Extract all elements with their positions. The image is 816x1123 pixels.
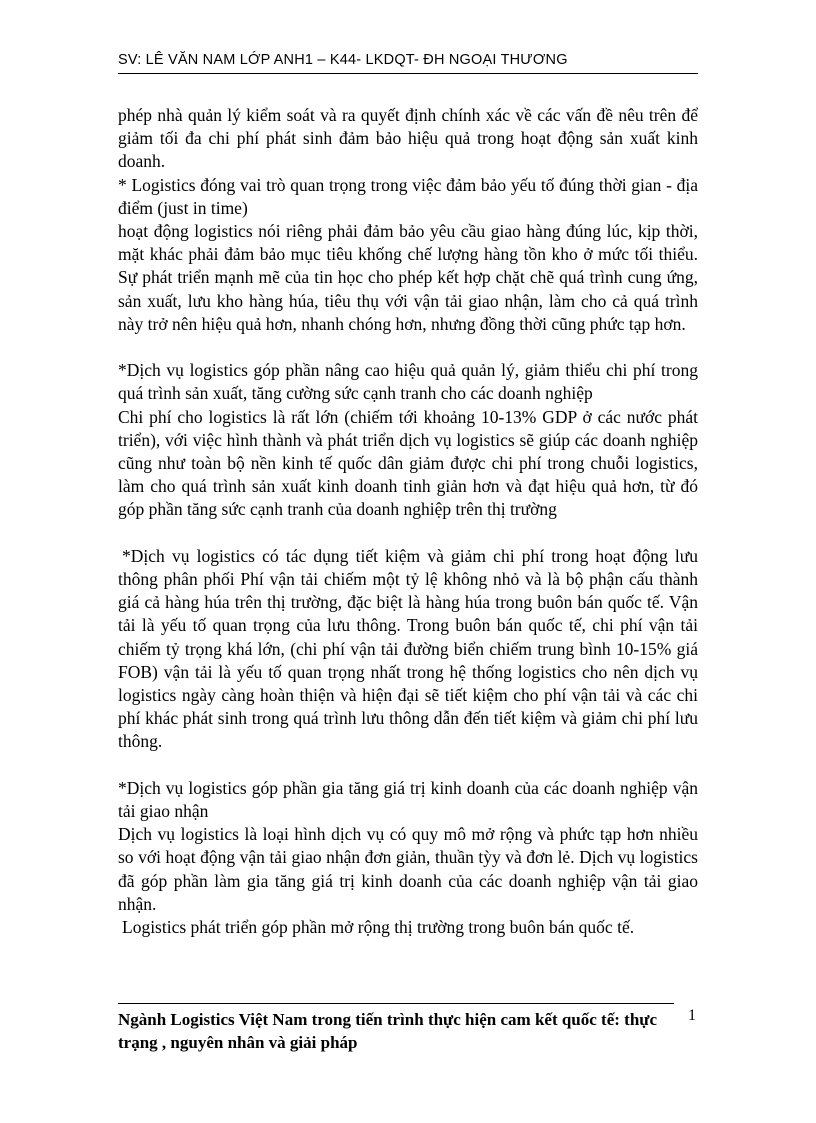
paragraph-1: phép nhà quản lý kiểm soát và ra quyết định chính xác về các vấn đề nêu trên để giảm tối đa chi phí phát sinh đảm bảo hiệu quả trong hoạt động sản xuất kinh doanh. [118, 105, 698, 172]
paragraph-4-heading: *Dịch vụ logistics góp phần nâng cao hiệu quả quản lý, giảm thiểu chi phí trong quá trình sản xuất, tăng cường sức cạnh tranh cho các doanh nghiệp [118, 360, 698, 404]
footer-divider [118, 1003, 674, 1004]
document-body [118, 104, 698, 939]
footer-title: Ngành Logistics Việt Nam trong tiến trình thực hiện cam kết quốc tế: thực trạng , nguyên nhân và giải pháp [118, 1010, 658, 1052]
paragraph-5: Chi phí cho logistics là rất lớn (chiếm tới khoảng 10-13% GDP ở các nước phát triển), với việc hình thành và phát triển dịch vụ logistics sẽ giúp các doanh nghiệp cũng như toàn bộ nền kinh tế quốc dân giảm được chi phí trong chuỗi logistics, làm cho quá trình sản xuất kinh doanh tinh giản hơn và đạt hiệu quả hơn, từ đó góp phần tăng sức cạnh tranh của doanh nghiệp trên thị trường [118, 406, 698, 520]
header-divider [118, 73, 698, 74]
page-number: 1 [688, 1007, 696, 1024]
page-header: SV: LÊ VĂN NAM LỚP ANH1 – K44- LKDQT- ĐH NGOẠI THƯƠNG [118, 52, 568, 68]
paragraph-3: hoạt động logistics nói riêng phải đảm bảo yêu cầu giao hàng đúng lúc, kịp thời, mặt khác phải đảm bảo mục tiêu khống chế lượng hàng tồn kho ở mức tối thiểu. Sự phát triển mạnh mẽ của tin học cho phép kết hợp chặt chẽ quá trình cung ứng, sản xuất, lưu kho hàng húa, tiêu thụ với vận tải giao nhận, làm cho cả quá trình này trở nên hiệu quả hơn, nhanh chóng hơn, nhưng đồng thời cũng phức tạp hơn. [118, 221, 698, 334]
paragraph-9: Logistics phát triển góp phần mở rộng thị trường trong buôn bán quốc tế. [122, 917, 635, 938]
paragraph-6: *Dịch vụ logistics có tác dụng tiết kiệm và giảm chi phí trong hoạt động lưu thông phân phối Phí vận tải chiếm một tỷ lệ không nhỏ và là bộ phận cấu thành giá cả hàng húa trên thị trường, đặc biệt là hàng húa trong buôn bán quốc tế. Vận tải là yếu tố quan trọng của lưu thông. Trong buôn bán quốc tế, chi phí vận tải chiếm tỷ trọng khá lớn, (chi phí vận tải đường biển chiếm trung bình 10-15% giá FOB) vận tải là yếu tố quan trọng nhất trong hệ thống logistics cho nên dịch vụ logistics ngày càng hoàn thiện và hiện đại sẽ tiết kiệm cho phí vận tải và các chi phí khác phát sinh trong quá trình lưu thông dẫn đến tiết kiệm và giảm chi phí lưu thông. [118, 545, 698, 752]
paragraph-2-heading: * Logistics đóng vai trò quan trọng trong việc đảm bảo yếu tố đúng thời gian - địa điểm (just in time) [118, 174, 698, 218]
paragraph-8: Dịch vụ logistics là loại hình dịch vụ có quy mô mở rộng và phức tạp hơn nhiều so với hoạt động vận tải giao nhận đơn giản, thuần tỳy và đơn lẻ. Dịch vụ logistics đã góp phần làm gia tăng giá trị kinh doanh của các doanh nghiệp vận tải giao nhận. [118, 824, 698, 914]
paragraph-gap [118, 522, 698, 545]
paragraph-gap [118, 754, 698, 777]
paragraph-7-heading: *Dịch vụ logistics góp phần gia tăng giá trị kinh doanh của các doanh nghiệp vận tải giao nhận [118, 777, 698, 822]
paragraph-gap [118, 336, 698, 359]
